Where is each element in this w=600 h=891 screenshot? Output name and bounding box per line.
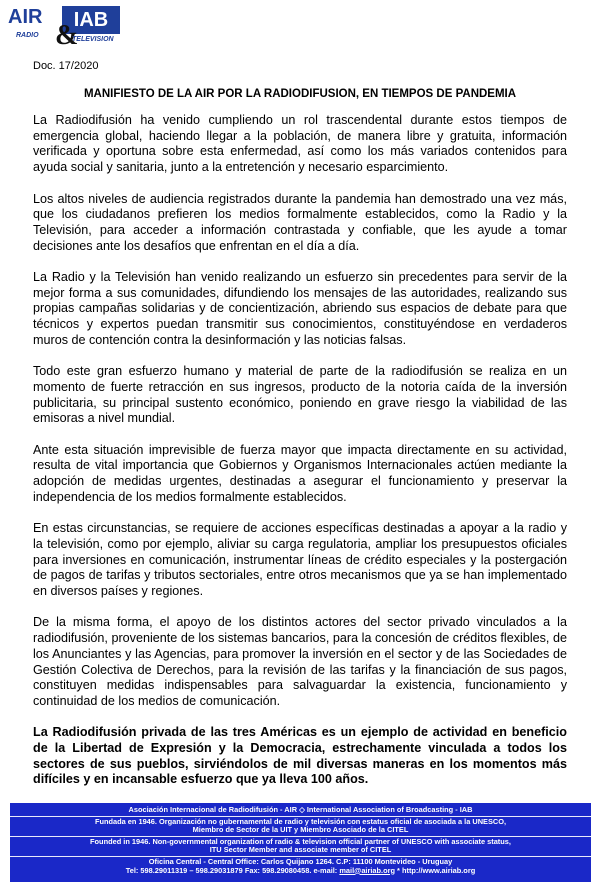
- paragraph: Los altos niveles de audiencia registrados durante la pandemia han demostrado una vez más, que los ciudadanos prefieren los medios formalmente establecidos, como la Radio y la Televisión, para acceder a información contrastada y confiable, que les ayude a tomar decisiones ante los desafíos que enfrentan en el día a día.: [33, 191, 567, 253]
- paragraph: Todo este gran esfuerzo humano y material de parte de la radiodifusión se realiza en un momento de fuerte retracción en sus ingresos, producto de la notoria caída de la inversión publicitaria, su principal sustento económico, poniendo en grave riesgo la viabilidad de las emisoras a nivel mundial.: [33, 364, 567, 426]
- footer-org-names: Asociación Internacional de Radiodifusión - AIR ◇ International Association of Broadcasting - IAB: [128, 805, 473, 814]
- logo-television-text: TELEVISION: [72, 36, 114, 43]
- closing-statement: La Radiodifusión privada de las tres Américas es un ejemplo de actividad en beneficio de la Libertad de Expresión y la Democracia, estrechamente vinculada a todos los sectores de sus pueblos, sirviéndolos de mil diversas maneras en los momentos más difíciles y en incansable esfuerzo que ya lleva 100 años.: [33, 725, 567, 787]
- footer-email-link[interactable]: mail@airiab.org: [339, 865, 395, 875]
- document-body: [33, 113, 567, 804]
- footer-office-address: Oficina Central - Central Office: Carlos Quijano 1264. C.P: 11100 Montevideo - Uruguay: [148, 856, 453, 866]
- paragraph: La Radio y la Televisión han venido realizando un esfuerzo sin precedentes para servir de la mejor forma a sus comunidades, difundiendo los mensajes de las autoridades, realizando sus propias campañas solidarias y de concientización, abriendo sus espacios de debate para que técnicos y expertos puedan transmitir sus conocimientos, constituyéndose en verdaderos muros de contención contra la desinformación y las noticias falsas.: [33, 270, 567, 347]
- logo-radio-text: RADIO: [16, 32, 39, 39]
- paragraph: Ante esta situación imprevisible de fuerza mayor que impacta directamente en su actividad, resulta de vital importancia que Gobiernos y Organismos Internacionales actúen mediante la adopción de medidas urgentes, destinadas a asegurar el funcionamiento y preservar la independencia de los medios formalmente establecidos.: [33, 442, 567, 504]
- logo-iab-box: IAB: [62, 6, 120, 34]
- paragraph: De la misma forma, el apoyo de los distintos actores del sector privado vinculados a la radiodifusión, proveniente de los sistemas bancarios, para la concesión de créditos flexibles, de los Anunciantes y las Agencias, para promover la inversión en el sector y de las Sociedades de Gestión Colectiva de Derechos, para la revisión de las tarifas y la financiación de sus pagos, constituyen medidas indispensables para salvaguardar la existencia, funcionamiento y continuidad de los medios de comunicación.: [33, 615, 567, 708]
- air-iab-logo: [8, 6, 120, 51]
- logo-air-text: AIR: [8, 6, 43, 28]
- footer-website: * http://www.airiab.org: [395, 865, 476, 875]
- paragraph: En estas circunstancias, se requiere de acciones específicas destinadas a apoyar a la radio y la televisión, como por ejemplo, aliviar su carga regulatoria, ampliar los presupuestos oficiales para inversiones en comunicación, instrumentar líneas de crédito especiales y la postergación de pagos de tarifas y tributos sectoriales, entre otros mecanismos que ya se han implementado en diversos países y regiones.: [33, 521, 567, 599]
- footer-phone-fax: Tel: 598.29011319 – 598.29031879 Fax: 598.29080458. e-mail:: [125, 865, 340, 875]
- footer-member-en: ITU Sector Member and associate member of CITEL: [209, 845, 392, 855]
- footer-member-es: Miembro de Sector de la UIT y Miembro Asociado de la CITEL: [192, 825, 409, 835]
- footer-banner: [10, 803, 591, 882]
- footer-divider: [10, 836, 591, 837]
- paragraph: La Radiodifusión ha venido cumpliendo un rol trascendental durante estos tiempos de emergencia global, haciendo llegar a la población, de manera libre y gratuita, información verificada y oportuna sobre esta enfermedad, así como los más variados contenidos para ayuda social y sanitaria, junto a la entretención y necesario esparcimiento.: [33, 113, 567, 175]
- footer-founded-en: Founded in 1946. Non-governmental organization of radio & television official partner of UNESCO with associate status,: [90, 836, 511, 846]
- footer-divider: [10, 816, 591, 817]
- footer-founded-es: Fundada en 1946. Organización no gubernamental de radio y televisión con estatus oficial de asociada a la UNESCO,: [94, 816, 507, 826]
- footer-divider: [10, 856, 591, 857]
- document-number: Doc. 17/2020: [33, 60, 99, 72]
- document-title: MANIFIESTO DE LA AIR POR LA RADIODIFUSION, EN TIEMPOS DE PANDEMIA: [83, 88, 517, 100]
- logo-ampersand: &: [55, 20, 79, 51]
- footer-contact-line: [10, 867, 591, 876]
